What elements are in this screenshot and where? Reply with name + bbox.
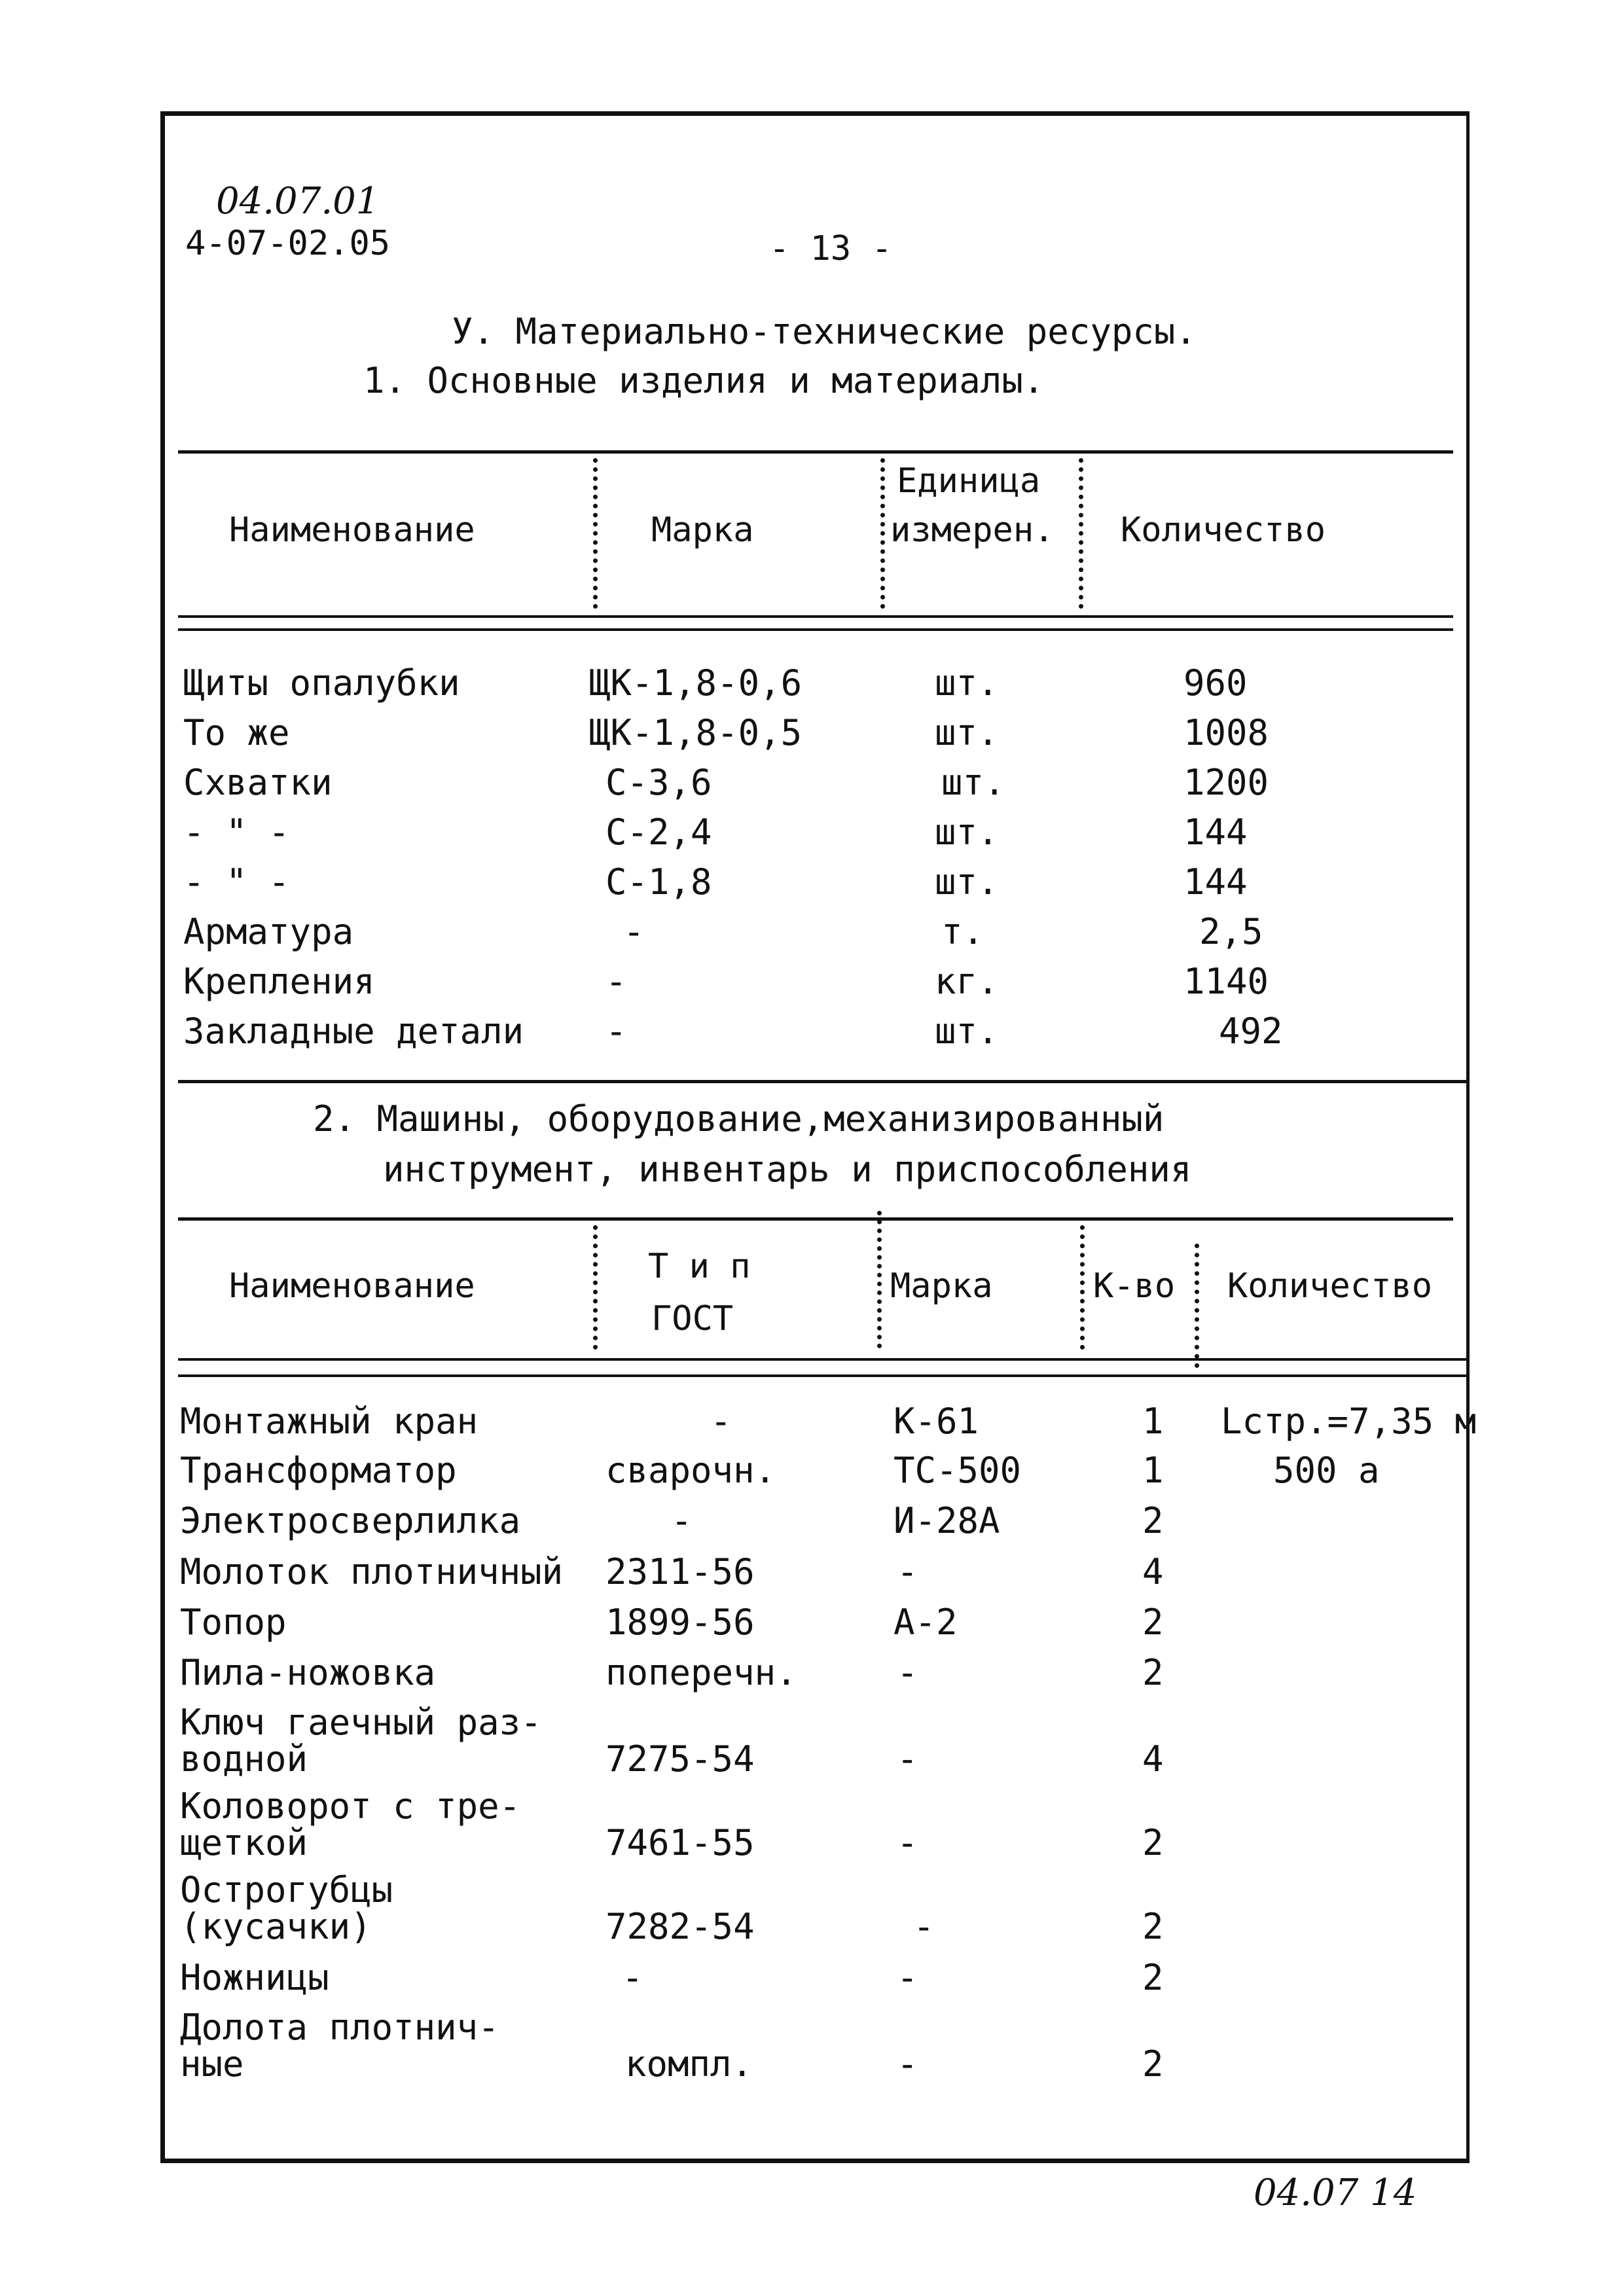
col-header-quantity: Количество <box>1227 1266 1433 1306</box>
col-header-unit-2: измерен. <box>890 511 1055 550</box>
table2-head-rule-1 <box>178 1358 1468 1361</box>
cell-name: Монтажный кран <box>180 1401 478 1442</box>
cell-name: То же <box>183 712 290 753</box>
cell-name: - " - <box>183 861 290 903</box>
table1-head-rule-2 <box>178 628 1453 631</box>
cell-name: Электросверлилка <box>180 1500 521 1541</box>
cell-name: Острогубцы <box>180 1869 393 1910</box>
table2-title-line1: 2. Машины, оборудование,механизированный <box>313 1098 1164 1139</box>
table2-col-sep <box>1195 1244 1201 1368</box>
cell-name: Щиты опалубки <box>183 662 460 704</box>
cell-unit: шт. <box>935 812 999 853</box>
cell-qty: 1008 <box>1183 712 1269 753</box>
cell-mark: - <box>605 961 627 1002</box>
cell-qty: 2,5 <box>1199 911 1263 952</box>
cell-name: Коловорот с тре- <box>180 1785 521 1827</box>
handwritten-code: 04.07.01 <box>216 180 380 223</box>
cell-mark: - <box>913 1906 935 1947</box>
cell-name-cont: (кусачки) <box>180 1906 372 1947</box>
cell-name: Арматура <box>183 911 354 952</box>
col-header-unit-1: Единица <box>897 461 1041 501</box>
cell-mark: С-1,8 <box>605 861 712 903</box>
cell-count: 2 <box>1142 2043 1164 2085</box>
table2-col-sep <box>877 1211 884 1348</box>
cell-type: - <box>710 1401 732 1442</box>
table1-col-sep <box>593 458 600 609</box>
cell-name-cont: водной <box>180 1738 308 1780</box>
cell-type: 7275-54 <box>605 1738 755 1780</box>
cell-mark: - <box>623 911 645 952</box>
cell-name: Крепления <box>183 961 375 1002</box>
cell-mark: - <box>897 1738 918 1780</box>
cell-name: Молоток плотничный <box>180 1551 564 1592</box>
cell-qty: 960 <box>1183 662 1248 704</box>
cell-count: 2 <box>1142 1822 1164 1863</box>
cell-unit: шт. <box>935 861 999 903</box>
col-header-name: Наименование <box>229 1266 475 1306</box>
cell-type: 1899-56 <box>605 1602 755 1643</box>
table1-top-rule <box>178 450 1453 454</box>
section-title: У. Материально-технические ресурсы. <box>452 311 1197 352</box>
table2-col-sep <box>593 1225 600 1350</box>
cell-type: 7461-55 <box>605 1822 755 1863</box>
cell-unit: шт. <box>935 662 999 704</box>
cell-name: - " - <box>183 812 290 853</box>
cell-count: 2 <box>1142 1602 1164 1643</box>
cell-mark: - <box>605 1011 627 1052</box>
cell-mark: - <box>897 1652 918 1693</box>
cell-mark: - <box>897 1822 918 1863</box>
cell-qty: 492 <box>1219 1011 1283 1052</box>
col-header-mark: Марка <box>651 511 754 550</box>
cell-mark: ЩК-1,8-0,5 <box>589 712 803 753</box>
cell-type: - <box>622 1957 643 1998</box>
cell-name: Топор <box>180 1602 287 1643</box>
table2-head-rule-2 <box>178 1374 1468 1377</box>
cell-name-cont: ные <box>180 2043 244 2085</box>
doc-number: 4-07-02.05 <box>185 224 391 263</box>
cell-type: компл. <box>625 2043 753 2085</box>
page-number: - 13 - <box>769 229 892 268</box>
cell-mark: - <box>897 2043 918 2085</box>
cell-name: Долота плотнич- <box>180 2007 499 2048</box>
cell-unit: шт. <box>935 1011 999 1052</box>
cell-unit: шт. <box>935 712 999 753</box>
cell-name: Ножницы <box>180 1957 329 1998</box>
table1-head-rule-1 <box>178 615 1453 618</box>
cell-spec: 500 а <box>1273 1450 1380 1491</box>
cell-name: Пила-ножовка <box>180 1652 436 1693</box>
cell-mark: - <box>897 1551 918 1592</box>
cell-qty: 144 <box>1183 812 1248 853</box>
cell-type: сварочн. <box>605 1450 776 1491</box>
cell-unit: кг. <box>935 961 999 1002</box>
col-header-gost: ГОСТ <box>651 1299 734 1338</box>
cell-mark: С-3,6 <box>605 762 712 803</box>
cell-mark: С-2,4 <box>605 812 712 853</box>
cell-spec: Lстр.=7,35 м <box>1221 1401 1477 1442</box>
cell-count: 2 <box>1142 1500 1164 1541</box>
cell-qty: 144 <box>1183 861 1248 903</box>
cell-unit: т. <box>941 911 984 952</box>
cell-mark: К-61 <box>893 1401 979 1442</box>
cell-name-cont: щеткой <box>180 1822 308 1863</box>
col-header-quantity: Количество <box>1121 511 1326 550</box>
cell-name: Ключ гаечный раз- <box>180 1702 542 1743</box>
cell-mark: ЩК-1,8-0,6 <box>589 662 803 704</box>
cell-mark: ТС-500 <box>893 1450 1022 1491</box>
cell-type: поперечн. <box>605 1652 797 1693</box>
table2-top-rule <box>178 1217 1453 1221</box>
cell-qty: 1140 <box>1183 961 1269 1002</box>
cell-count: 1 <box>1142 1401 1164 1442</box>
cell-count: 2 <box>1142 1652 1164 1693</box>
table1-col-sep <box>1079 458 1085 609</box>
table2-col-sep <box>1080 1225 1087 1350</box>
cell-qty: 1200 <box>1183 762 1269 803</box>
col-header-count: К-во <box>1093 1266 1176 1306</box>
cell-type: - <box>671 1500 693 1541</box>
cell-count: 2 <box>1142 1957 1164 1998</box>
cell-mark: И-28А <box>893 1500 1000 1541</box>
cell-count: 1 <box>1142 1450 1164 1491</box>
col-header-name: Наименование <box>229 511 475 550</box>
cell-unit: шт. <box>941 762 1005 803</box>
cell-count: 2 <box>1142 1906 1164 1947</box>
cell-mark: А-2 <box>893 1602 958 1643</box>
table1-title: 1. Основные изделия и материалы. <box>363 360 1045 401</box>
col-header-mark: Марка <box>890 1266 993 1306</box>
cell-name: Закладные детали <box>183 1011 524 1052</box>
cell-mark: - <box>897 1957 918 1998</box>
cell-count: 4 <box>1142 1551 1164 1592</box>
table2-title-line2: инструмент, инвентарь и приспособления <box>383 1149 1192 1190</box>
table1-col-sep <box>880 458 887 609</box>
footer-handwritten-note: 04.07 14 <box>1254 2172 1417 2214</box>
cell-name: Схватки <box>183 762 333 803</box>
cell-type: 7282-54 <box>605 1906 755 1947</box>
col-header-type: Т и п <box>648 1247 751 1286</box>
cell-count: 4 <box>1142 1738 1164 1780</box>
table1-bottom-rule <box>178 1080 1468 1083</box>
cell-name: Трансформатор <box>180 1450 457 1491</box>
cell-type: 2311-56 <box>605 1551 755 1592</box>
